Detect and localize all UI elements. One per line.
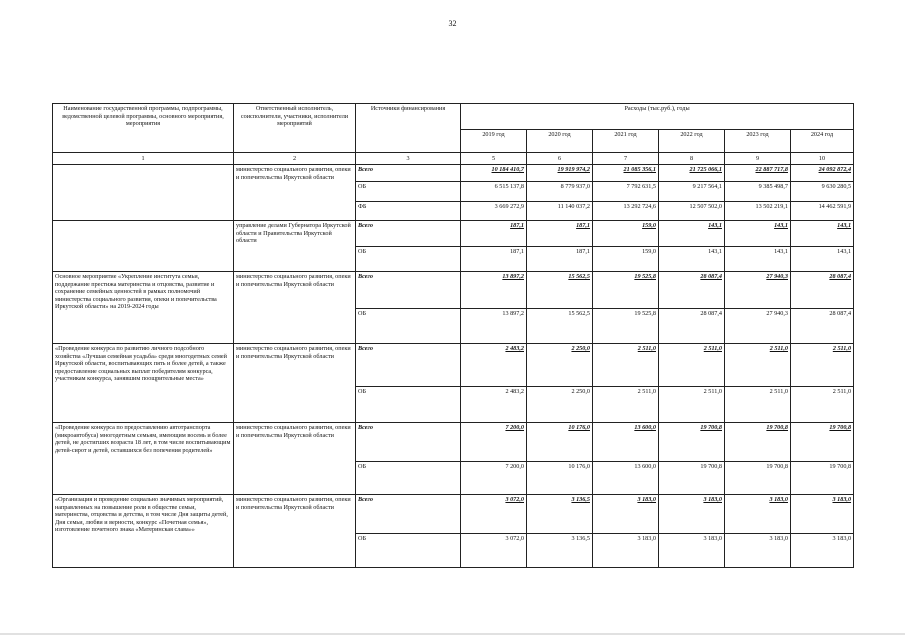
executor-cell: управление делами Губернатора Иркутской области и Правительства Иркутской области xyxy=(234,221,356,272)
table-row xyxy=(53,495,854,534)
funding-source-cell: ОБ xyxy=(356,462,461,495)
expense-value-cell: 159,0 xyxy=(593,221,659,247)
expense-value-cell: 3 183,0 xyxy=(593,495,659,534)
funding-source-cell: ОБ xyxy=(356,387,461,423)
table-row xyxy=(53,272,854,309)
funding-source-cell: Всего xyxy=(356,344,461,387)
expense-value-cell: 7 792 631,5 xyxy=(593,182,659,202)
funding-source-cell: Всего xyxy=(356,221,461,247)
expense-value-cell: 2 511,0 xyxy=(791,344,854,387)
expense-value-cell: 19 700,8 xyxy=(791,423,854,462)
expense-value-cell: 143,1 xyxy=(725,247,791,272)
expense-value-cell: 143,1 xyxy=(659,247,725,272)
expense-value-cell: 159,0 xyxy=(593,247,659,272)
expense-value-cell: 3 183,0 xyxy=(725,534,791,568)
expense-value-cell: 13 897,2 xyxy=(461,272,527,309)
table-row xyxy=(53,165,854,182)
column-number: 6 xyxy=(527,153,593,165)
expense-value-cell: 9 217 564,1 xyxy=(659,182,725,202)
expense-value-cell: 19 525,8 xyxy=(593,272,659,309)
funding-source-cell: Всего xyxy=(356,272,461,309)
table-row xyxy=(53,344,854,387)
expense-value-cell: 27 940,3 xyxy=(725,309,791,344)
header-year: 2019 год xyxy=(461,129,527,152)
expense-value-cell: 10 184 410,7 xyxy=(461,165,527,182)
expense-value-cell: 2 511,0 xyxy=(659,344,725,387)
page-number: 32 xyxy=(448,19,457,28)
expense-value-cell: 22 887 717,8 xyxy=(725,165,791,182)
funding-source-cell: ОБ xyxy=(356,309,461,344)
expense-value-cell: 21 725 066,1 xyxy=(659,165,725,182)
column-number: 2 xyxy=(234,153,356,165)
program-name-cell xyxy=(53,221,234,272)
expense-value-cell: 21 085 356,1 xyxy=(593,165,659,182)
header-expenses: Расходы (тыс.руб.), годы xyxy=(461,104,854,130)
program-name-cell: «Организация и проведение социально значимых мероприятий, направленных на повышение роли в обществе семьи, материнства, отцовства и детства, в том числе Дня защиты детей, Дня семьи, любви и верности, конкурс «Почетная семья», изготовление почетного знака «Материнская слава»» xyxy=(53,495,234,568)
expense-value-cell: 13 600,0 xyxy=(593,462,659,495)
expense-value-cell: 187,1 xyxy=(527,221,593,247)
funding-source-cell: ОБ xyxy=(356,534,461,568)
funding-source-cell: ОБ xyxy=(356,182,461,202)
expense-value-cell: 7 200,0 xyxy=(461,423,527,462)
program-name-cell: Основное мероприятие «Укрепление института семьи, поддержание престижа материнства и отцовства, развитие и сохранение семейных ценностей в рамках полномочий министерства социального развития, опеки и попечительства Иркутской области» на 2019-2024 годы xyxy=(53,272,234,344)
expense-value-cell: 11 140 037,2 xyxy=(527,202,593,221)
expense-value-cell: 187,1 xyxy=(461,221,527,247)
expense-value-cell: 2 511,0 xyxy=(593,387,659,423)
expense-value-cell: 3 183,0 xyxy=(791,495,854,534)
expense-value-cell: 8 779 937,0 xyxy=(527,182,593,202)
expense-value-cell: 2 250,0 xyxy=(527,344,593,387)
expense-value-cell: 2 511,0 xyxy=(725,387,791,423)
expense-value-cell: 2 511,0 xyxy=(791,387,854,423)
header-executor: Ответственный исполнитель, соисполнители, участники, исполнители мероприятий xyxy=(234,104,356,153)
table-row xyxy=(53,423,854,462)
expense-value-cell: 2 483,2 xyxy=(461,387,527,423)
expense-value-cell: 28 087,4 xyxy=(659,309,725,344)
executor-cell: министерство социального развития, опеки и попечительства Иркутской области xyxy=(234,495,356,568)
header-year: 2023 год xyxy=(725,129,791,152)
program-name-cell xyxy=(53,165,234,221)
funding-source-cell: Всего xyxy=(356,165,461,182)
expense-value-cell: 143,1 xyxy=(791,221,854,247)
header-funding-source: Источники финансирования xyxy=(356,104,461,153)
expense-value-cell: 2 511,0 xyxy=(725,344,791,387)
expense-value-cell: 143,1 xyxy=(791,247,854,272)
expense-value-cell: 27 940,3 xyxy=(725,272,791,309)
funding-source-cell: Всего xyxy=(356,495,461,534)
expense-value-cell: 10 176,0 xyxy=(527,423,593,462)
expense-value-cell: 19 700,8 xyxy=(725,423,791,462)
column-number: 9 xyxy=(725,153,791,165)
expense-value-cell: 15 562,5 xyxy=(527,272,593,309)
expense-value-cell: 2 250,0 xyxy=(527,387,593,423)
column-number: 1 xyxy=(53,153,234,165)
expense-value-cell: 13 897,2 xyxy=(461,309,527,344)
expense-value-cell: 10 176,0 xyxy=(527,462,593,495)
column-number: 7 xyxy=(593,153,659,165)
expense-value-cell: 3 183,0 xyxy=(659,495,725,534)
header-program-name: Наименование государственной программы, подпрограммы, ведомственной целевой программы, основного мероприятия, мероприятия xyxy=(53,104,234,153)
expense-value-cell: 3 183,0 xyxy=(725,495,791,534)
expense-value-cell: 3 072,0 xyxy=(461,534,527,568)
expense-value-cell: 7 200,0 xyxy=(461,462,527,495)
expense-value-cell: 3 072,0 xyxy=(461,495,527,534)
expense-value-cell: 2 483,2 xyxy=(461,344,527,387)
expense-value-cell: 19 700,8 xyxy=(725,462,791,495)
bottom-edge-line xyxy=(0,632,905,640)
column-number: 8 xyxy=(659,153,725,165)
expense-value-cell: 9 630 280,5 xyxy=(791,182,854,202)
expense-value-cell: 2 511,0 xyxy=(593,344,659,387)
expense-value-cell: 24 092 872,4 xyxy=(791,165,854,182)
expense-value-cell: 2 511,0 xyxy=(659,387,725,423)
expense-value-cell: 19 700,8 xyxy=(659,423,725,462)
expense-value-cell: 19 525,8 xyxy=(593,309,659,344)
expense-value-cell: 28 087,4 xyxy=(659,272,725,309)
executor-cell: министерство социального развития, опеки и попечительства Иркутской области xyxy=(234,272,356,344)
expense-value-cell: 28 087,4 xyxy=(791,309,854,344)
expense-value-cell: 13 502 219,1 xyxy=(725,202,791,221)
expense-value-cell: 3 136,5 xyxy=(527,534,593,568)
column-number: 3 xyxy=(356,153,461,165)
expense-value-cell: 187,1 xyxy=(527,247,593,272)
header-year: 2022 год xyxy=(659,129,725,152)
expense-value-cell: 19 919 974,2 xyxy=(527,165,593,182)
expense-value-cell: 143,1 xyxy=(659,221,725,247)
expense-value-cell: 13 600,0 xyxy=(593,423,659,462)
expense-value-cell: 143,1 xyxy=(725,221,791,247)
executor-cell: министерство социального развития, опеки и попечительства Иркутской области xyxy=(234,423,356,495)
budget-table xyxy=(52,103,854,568)
executor-cell: министерство социального развития, опеки и попечительства Иркутской области xyxy=(234,344,356,423)
header-year: 2024 год xyxy=(791,129,854,152)
expense-value-cell: 12 507 502,0 xyxy=(659,202,725,221)
expense-value-cell: 19 700,8 xyxy=(659,462,725,495)
expense-value-cell: 28 087,4 xyxy=(791,272,854,309)
expense-value-cell: 14 462 591,9 xyxy=(791,202,854,221)
funding-source-cell: Всего xyxy=(356,423,461,462)
executor-cell: министерство социального развития, опеки и попечительства Иркутской области xyxy=(234,165,356,221)
funding-source-cell: ОБ xyxy=(356,247,461,272)
expense-value-cell: 15 562,5 xyxy=(527,309,593,344)
expense-value-cell: 3 669 272,9 xyxy=(461,202,527,221)
header-year: 2021 год xyxy=(593,129,659,152)
column-number: 10 xyxy=(791,153,854,165)
program-name-cell: «Проведение конкурса по развитию личного подсобного хозяйства «Лучшая семейная усадьба» среди многодетных семей Иркутской области, воспитывающих пять и более детей, а также предоставление социальных выплат победителям конкурса, участникам конкурса, занявшим поощрительные места» xyxy=(53,344,234,423)
table-row xyxy=(53,221,854,247)
expense-value-cell: 3 183,0 xyxy=(593,534,659,568)
funding-source-cell: ФБ xyxy=(356,202,461,221)
expense-value-cell: 6 515 137,8 xyxy=(461,182,527,202)
program-name-cell: «Проведение конкурса по предоставлению автотранспорта (микроавтобуса) многодетным семьям, имеющим восемь и более детей, не достигших возраста 18 лет, в том числе воспитывающим детей-сирот и детей, оставшихся без попечения родителей» xyxy=(53,423,234,495)
column-number: 5 xyxy=(461,153,527,165)
expense-value-cell: 9 385 498,7 xyxy=(725,182,791,202)
expense-value-cell: 13 292 724,6 xyxy=(593,202,659,221)
expense-value-cell: 3 183,0 xyxy=(659,534,725,568)
expense-value-cell: 3 183,0 xyxy=(791,534,854,568)
expense-value-cell: 3 136,5 xyxy=(527,495,593,534)
header-year: 2020 год xyxy=(527,129,593,152)
expense-value-cell: 19 700,8 xyxy=(791,462,854,495)
expense-value-cell: 187,1 xyxy=(461,247,527,272)
